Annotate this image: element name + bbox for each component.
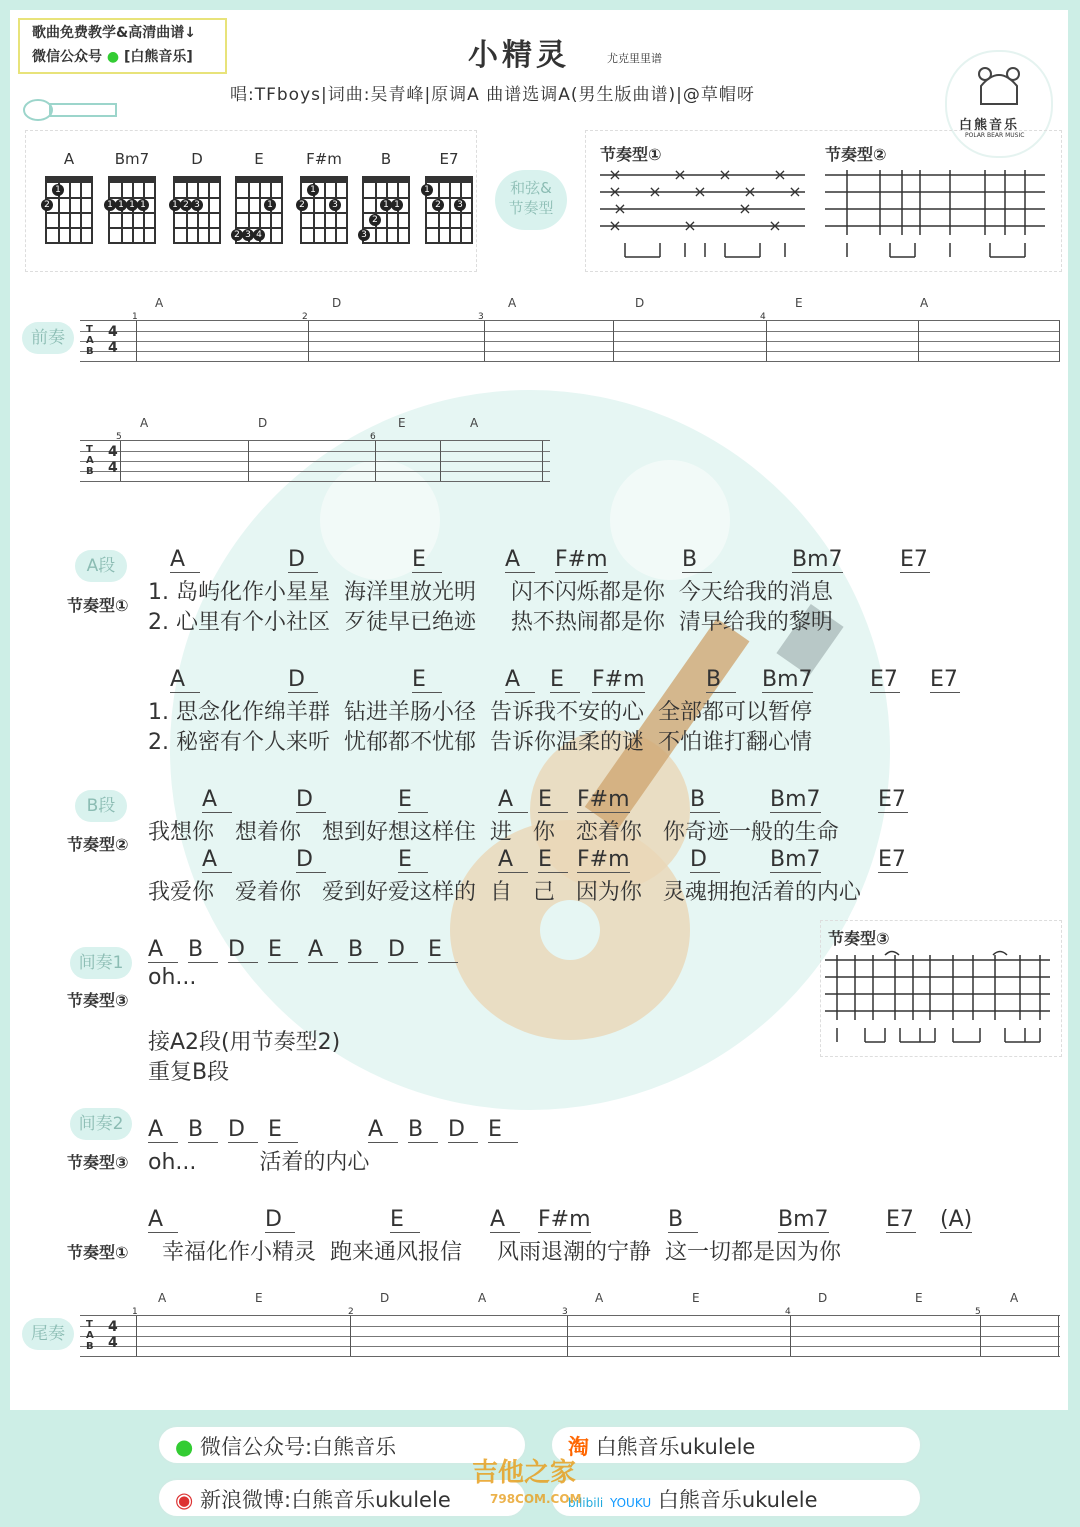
finger-dot: 3 <box>454 199 466 211</box>
finger-dot: 1 <box>115 199 127 211</box>
chord-symbol: B <box>348 938 378 963</box>
b-lyric1: 我想你 想着你 想到好想这样住 进 你 恋着你 你奇迹一般的生命 <box>148 820 839 845</box>
tab-clef: T A B <box>86 444 94 477</box>
rhythm2-title: 节奏型② <box>825 145 887 164</box>
finger-dot: 2 <box>231 229 243 241</box>
chord-symbol: D <box>296 848 326 873</box>
chord-symbol: E <box>538 848 568 873</box>
chord-symbol: F#m <box>592 667 645 692</box>
measure-number: 1 <box>132 1307 138 1317</box>
footer-taobao[interactable]: 淘 白熊音乐ukulele <box>550 1425 922 1465</box>
svg-text:×: × <box>788 182 802 201</box>
youku-icon: YOUKU <box>609 1496 652 1510</box>
chord-symbol: Bm7 <box>762 667 813 692</box>
interlude1-rhythm: 节奏型③ <box>67 991 129 1010</box>
chord-symbol: A <box>148 1118 178 1143</box>
chord-diagram <box>235 180 283 244</box>
intro-tab-row2 <box>80 410 550 510</box>
finger-dot: 3 <box>358 229 370 241</box>
svg-text:×: × <box>743 182 757 201</box>
chord-symbol: E <box>268 1118 298 1143</box>
chord-symbol: E <box>412 548 442 573</box>
chord-diagrams <box>30 150 480 270</box>
measure-number: 3 <box>478 312 484 322</box>
bar-line <box>613 321 614 361</box>
chord-symbol: Bm7 <box>778 1207 829 1232</box>
rhythm2-diagram <box>825 165 1050 260</box>
outro-tab <box>80 1285 1060 1385</box>
finger-dot: 1 <box>137 199 149 211</box>
svg-text:×: × <box>718 165 732 184</box>
svg-text:×: × <box>738 199 752 218</box>
tab-chord: A <box>158 1291 167 1305</box>
finger-dot: 2 <box>432 199 444 211</box>
footer-wechat[interactable]: ● 微信公众号:白熊音乐 <box>157 1425 527 1465</box>
chord-symbol: D <box>448 1118 478 1143</box>
footer-video[interactable]: bilibili YOUKU 白熊音乐ukulele <box>550 1478 922 1518</box>
a-lyric1: 1. 岛屿化作小星星 海洋里放光明 闪不闪烁都是你 今天给我的消息 <box>148 580 833 605</box>
bar-line <box>350 1316 351 1356</box>
tab-chord: D <box>818 1291 828 1305</box>
tab-chord: E <box>915 1291 923 1305</box>
chord-symbol: F#m <box>577 847 630 872</box>
sheet-page <box>10 10 1068 1410</box>
rhythm3-diagram <box>825 950 1055 1050</box>
bar-line <box>308 321 309 361</box>
interlude1-lyric: oh... <box>148 965 197 990</box>
bar-line <box>980 1316 981 1356</box>
finger-dot: 3 <box>242 229 254 241</box>
a-rhythm: 节奏型① <box>67 596 129 615</box>
a-lyric3: 1. 思念化作绵羊群 钻进羊肠小径 告诉我不安的心 全部都可以暂停 <box>148 700 812 725</box>
finger-dot: 1 <box>421 184 433 196</box>
chord-symbol: B <box>408 1118 438 1143</box>
tab-chord: A <box>508 296 517 310</box>
finger-dot: 1 <box>126 199 138 211</box>
chord-symbol: A <box>308 938 338 963</box>
bar-line <box>440 441 441 481</box>
chord-symbol: E <box>428 938 458 963</box>
finger-dot: 1 <box>380 199 392 211</box>
chord-name: E7 <box>439 150 459 168</box>
bar-line <box>567 1316 568 1356</box>
tab-clef: T A B <box>86 1319 94 1352</box>
bar-line <box>1058 1316 1059 1356</box>
chord-symbol: A <box>498 788 528 813</box>
time-signature: 4 4 <box>108 324 118 356</box>
tab-chord: A <box>595 1291 604 1305</box>
measure-number: 4 <box>760 312 766 322</box>
chord-symbol: D <box>388 938 418 963</box>
watermark: 吉他之家 <box>472 1458 577 1488</box>
chord-symbol: B <box>706 668 736 693</box>
chord-symbol: A <box>148 938 178 963</box>
chord-name: A <box>63 150 75 168</box>
chords-rhythm-label: 和弦& 节奏型 <box>495 170 567 230</box>
chord-symbol: A <box>202 788 232 813</box>
chord-symbol: F#m <box>538 1207 591 1232</box>
tab-chord: A <box>140 416 149 430</box>
measure-number: 1 <box>132 312 138 322</box>
time-signature: 4 4 <box>108 444 118 476</box>
measure-number: 2 <box>348 1307 354 1317</box>
finger-dot: 1 <box>52 184 64 196</box>
a-section-label: A段 <box>75 550 127 582</box>
bar-line <box>790 1316 791 1356</box>
svg-text:×: × <box>683 216 697 235</box>
chord-symbol: E7 <box>930 668 960 693</box>
bar-line <box>1059 321 1060 361</box>
rhythm3-title: 节奏型③ <box>828 929 890 948</box>
bear-icon <box>977 66 1021 106</box>
finger-dot: 1 <box>104 199 116 211</box>
chord-symbol: B <box>668 1208 698 1233</box>
finger-dot: 1 <box>169 199 181 211</box>
chord-symbol: E7 <box>900 548 930 573</box>
chord-symbol: B <box>682 548 712 573</box>
measure-number: 4 <box>785 1307 791 1317</box>
ending-lyric: 幸福化作小精灵 跑来通风报信 风雨退潮的宁静 这一切都是因为你 <box>162 1240 841 1265</box>
chord-symbol: D <box>228 938 258 963</box>
chord-symbol: D <box>228 1118 258 1143</box>
chord-diagram <box>362 180 410 244</box>
footer-weibo[interactable]: ◉ 新浪微博:白熊音乐ukulele <box>157 1478 527 1518</box>
chord-diagram <box>108 180 156 244</box>
note-a2: 接A2段(用节奏型2) <box>148 1030 341 1055</box>
chord-symbol: E <box>398 788 428 813</box>
tab-chord: D <box>332 296 342 310</box>
svg-text:×: × <box>673 165 687 184</box>
finger-dot: 1 <box>264 199 276 211</box>
finger-dot: 2 <box>180 199 192 211</box>
chord-symbol: E <box>398 848 428 873</box>
time-signature: 4 4 <box>108 1319 118 1351</box>
finger-dot: 2 <box>369 214 381 226</box>
rhythm1-title: 节奏型① <box>600 145 662 164</box>
chord-diagram <box>425 180 473 244</box>
svg-text:×: × <box>608 182 622 201</box>
chord-symbol: A <box>505 548 535 573</box>
chord-name: Bm7 <box>114 150 150 168</box>
tab-staff <box>80 320 1060 362</box>
bar-line <box>766 321 767 361</box>
bar-line <box>918 321 919 361</box>
chord-symbol: A <box>505 668 535 693</box>
chord-symbol: D <box>288 668 318 693</box>
chord-name: E <box>254 150 264 168</box>
page-subtitle: 尤克里里谱 <box>607 52 662 65</box>
chord-diagram <box>45 180 93 244</box>
tab-chord: D <box>380 1291 390 1305</box>
tab-staff <box>80 1315 1060 1357</box>
outro-label: 尾奏 <box>22 1318 74 1350</box>
tab-chord: A <box>920 296 929 310</box>
chord-symbol: E <box>550 668 580 693</box>
watermark-sub: 798COM.COM <box>490 1492 582 1506</box>
promo-line1: 歌曲免费教学&高清曲谱↓ <box>32 25 196 41</box>
bar-line <box>136 321 137 361</box>
svg-text:×: × <box>608 165 622 184</box>
logo-text: 白熊音乐 <box>959 118 1020 133</box>
measure-number: 3 <box>562 1307 568 1317</box>
chord-symbol: A <box>368 1118 398 1143</box>
intro-label: 前奏 <box>22 322 74 354</box>
chord-symbol: E <box>538 788 568 813</box>
chord-symbol: D <box>288 548 318 573</box>
wechat-icon: ● <box>106 49 120 65</box>
chord-symbol: Bm7 <box>792 547 843 572</box>
a-lyric4: 2. 秘密有个人来听 忧郁都不忧郁 告诉你温柔的谜 不怕谁打翻心情 <box>148 730 812 755</box>
chord-name: B <box>380 150 392 168</box>
bar-line <box>248 441 249 481</box>
interlude2-rhythm: 节奏型③ <box>67 1153 129 1172</box>
chord-symbol: E7 <box>886 1208 916 1233</box>
tab-chord: D <box>635 296 645 310</box>
chord-symbol: A <box>170 668 200 693</box>
chord-symbol: F#m <box>555 547 608 572</box>
bar-line <box>542 441 543 481</box>
b-rhythm: 节奏型② <box>67 835 129 854</box>
measure-number: 5 <box>116 432 122 442</box>
svg-text:×: × <box>608 216 622 235</box>
ending-rhythm: 节奏型① <box>67 1243 129 1262</box>
chord-symbol: E <box>412 668 442 693</box>
b-lyric2: 我爱你 爱着你 爱到好爱这样的 自 己 因为你 灵魂拥抱活着的内心 <box>148 880 861 905</box>
intro-tab-row1 <box>80 290 1060 390</box>
chord-symbol: B <box>690 788 720 813</box>
ukulele-icon <box>20 98 120 122</box>
logo-sub: POLAR BEAR MUSIC <box>965 132 1025 139</box>
finger-dot: 2 <box>296 199 308 211</box>
chord-symbol: B <box>188 938 218 963</box>
tab-clef: T A B <box>86 324 94 357</box>
taobao-icon: 淘 <box>568 1435 589 1459</box>
promo-box <box>18 18 227 74</box>
b-section-label: B段 <box>75 790 127 822</box>
svg-text:×: × <box>648 182 662 201</box>
bilibili-icon: bilibili <box>568 1496 604 1510</box>
bar-line <box>375 441 376 481</box>
bar-line <box>120 441 121 481</box>
chord-symbol: F#m <box>577 787 630 812</box>
tab-chord: E <box>795 296 803 310</box>
tab-chord: A <box>1010 1291 1019 1305</box>
measure-number: 2 <box>302 312 308 322</box>
tab-chord: A <box>478 1291 487 1305</box>
chord-symbol: A <box>202 848 232 873</box>
chord-symbol: Bm7 <box>770 847 821 872</box>
promo-line2: 微信公众号 ● [白熊音乐] <box>32 49 193 65</box>
wechat-icon: ● <box>175 1435 194 1459</box>
chord-symbol: A <box>148 1208 178 1233</box>
chord-symbol: E <box>390 1208 420 1233</box>
chord-symbol: D <box>296 788 326 813</box>
chord-symbol: E <box>268 938 298 963</box>
tab-chord: E <box>692 1291 700 1305</box>
weibo-icon: ◉ <box>175 1488 194 1512</box>
measure-number: 5 <box>975 1307 981 1317</box>
interlude1-label: 间奏1 <box>70 947 132 979</box>
chord-diagram <box>300 180 348 244</box>
finger-dot: 1 <box>391 199 403 211</box>
interlude2-label: 间奏2 <box>70 1108 132 1140</box>
chord-symbol: E <box>488 1118 518 1143</box>
chord-diagram <box>173 180 221 244</box>
bar-line <box>136 1316 137 1356</box>
tab-chord: E <box>398 416 406 430</box>
chord-symbol: E7 <box>878 788 908 813</box>
chord-symbol: D <box>265 1208 295 1233</box>
measure-number: 6 <box>370 432 376 442</box>
chord-symbol: B <box>188 1118 218 1143</box>
chord-symbol: A <box>498 848 528 873</box>
chord-name: F#m <box>306 150 342 168</box>
tab-chord: A <box>155 296 164 310</box>
svg-text:×: × <box>768 216 782 235</box>
finger-dot: 2 <box>41 199 53 211</box>
tab-staff <box>80 440 550 482</box>
svg-text:×: × <box>773 165 787 184</box>
a-lyric2: 2. 心里有个小社区 歹徒早已绝迹 热不热闹都是你 清早给我的黎明 <box>148 610 833 635</box>
chord-symbol: E7 <box>878 848 908 873</box>
chord-symbol: Bm7 <box>770 787 821 812</box>
chord-symbol: A <box>490 1208 520 1233</box>
finger-dot: 3 <box>329 199 341 211</box>
chord-symbol: D <box>690 848 720 873</box>
tab-chord: A <box>470 416 479 430</box>
page-title: 小精灵 <box>468 38 570 73</box>
chord-symbol: E7 <box>870 668 900 693</box>
svg-text:×: × <box>613 199 627 218</box>
note-repeat-b: 重复B段 <box>148 1060 230 1085</box>
tab-chord: D <box>258 416 268 430</box>
bar-line <box>484 321 485 361</box>
interlude2-lyric: oh... 活着的内心 <box>148 1150 370 1175</box>
finger-dot: 3 <box>191 199 203 211</box>
finger-dot: 1 <box>307 184 319 196</box>
finger-dot: 4 <box>253 229 265 241</box>
svg-text:×: × <box>693 182 707 201</box>
credits: 唱:TFboys|词曲:吴青峰|原调A 曲谱选调A(男生版曲谱)|@草帽呀 <box>230 85 755 105</box>
chord-symbol: (A) <box>940 1207 973 1232</box>
tab-chord: E <box>255 1291 263 1305</box>
rhythm1-diagram <box>600 165 810 260</box>
chord-name: D <box>191 150 203 168</box>
chord-symbol: A <box>170 548 200 573</box>
